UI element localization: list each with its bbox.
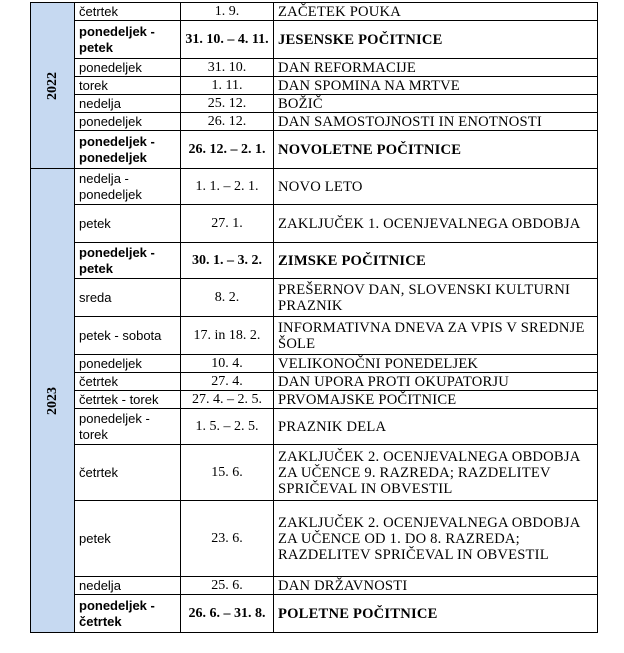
event-cell: PRAZNIK DELA: [274, 409, 598, 445]
school-calendar-table: [30, 2, 598, 633]
table-row: [31, 409, 598, 445]
table-row: [31, 577, 598, 595]
event-cell: INFORMATIVNA DNEVA ZA VPIS V SREDNJE ŠOLE: [274, 317, 598, 355]
date-cell: 1. 5. – 2. 5.: [181, 409, 274, 445]
event-cell: PREŠERNOV DAN, SLOVENSKI KULTURNI PRAZNIK: [274, 279, 598, 317]
date-cell: 31. 10. – 4. 11.: [181, 21, 274, 59]
day-cell: petek: [75, 205, 181, 243]
date-cell: 25. 12.: [181, 95, 274, 113]
event-cell: DAN SPOMINA NA MRTVE: [274, 77, 598, 95]
event-cell: DAN REFORMACIJE: [274, 59, 598, 77]
date-cell: 27. 1.: [181, 205, 274, 243]
table-row: [31, 169, 598, 205]
day-cell: nedelja - ponedeljek: [75, 169, 181, 205]
table-row: [31, 95, 598, 113]
date-cell: 27. 4.: [181, 373, 274, 391]
date-cell: 26. 12.: [181, 113, 274, 131]
table-row: [31, 205, 598, 243]
event-cell: BOŽIČ: [274, 95, 598, 113]
event-cell: VELIKONOČNI PONEDELJEK: [274, 355, 598, 373]
day-cell: ponedeljek - torek: [75, 409, 181, 445]
event-cell: DAN DRŽAVNOSTI: [274, 577, 598, 595]
date-cell: 10. 4.: [181, 355, 274, 373]
day-cell: petek: [75, 501, 181, 577]
day-cell: nedelja: [75, 577, 181, 595]
table-row: [31, 391, 598, 409]
date-cell: 30. 1. – 3. 2.: [181, 243, 274, 279]
table-row: [31, 595, 598, 633]
date-cell: 1. 9.: [181, 3, 274, 21]
event-cell: ZIMSKE POČITNICE: [274, 243, 598, 279]
table-row: [31, 131, 598, 169]
table-row: [31, 243, 598, 279]
date-cell: 26. 12. – 2. 1.: [181, 131, 274, 169]
day-cell: ponedeljek - ponedeljek: [75, 131, 181, 169]
event-cell: NOVOLETNE POČITNICE: [274, 131, 598, 169]
event-cell: ZAKLJUČEK 2. OCENJEVALNEGA OBDOBJA ZA UČENCE 9. RAZREDA; RAZDELITEV SPRIČEVAL IN OBVESTIL: [274, 445, 598, 501]
date-cell: 31. 10.: [181, 59, 274, 77]
table-row: [31, 59, 598, 77]
date-cell: 8. 2.: [181, 279, 274, 317]
table-row: [31, 317, 598, 355]
date-cell: 17. in 18. 2.: [181, 317, 274, 355]
day-cell: ponedeljek - petek: [75, 21, 181, 59]
day-cell: četrtek: [75, 445, 181, 501]
table-row: [31, 373, 598, 391]
day-cell: torek: [75, 77, 181, 95]
date-cell: 26. 6. – 31. 8.: [181, 595, 274, 633]
event-cell: JESENSKE POČITNICE: [274, 21, 598, 59]
day-cell: nedelja: [75, 95, 181, 113]
event-cell: POLETNE POČITNICE: [274, 595, 598, 633]
table-row: [31, 501, 598, 577]
date-cell: 27. 4. – 2. 5.: [181, 391, 274, 409]
day-cell: ponedeljek: [75, 113, 181, 131]
table-row: [31, 445, 598, 501]
year-label: 2022: [44, 72, 60, 100]
table-row: [31, 113, 598, 131]
event-cell: DAN SAMOSTOJNOSTI IN ENOTNOSTI: [274, 113, 598, 131]
date-cell: 23. 6.: [181, 501, 274, 577]
day-cell: četrtek: [75, 3, 181, 21]
day-cell: petek - sobota: [75, 317, 181, 355]
date-cell: 15. 6.: [181, 445, 274, 501]
event-cell: NOVO LETO: [274, 169, 598, 205]
table-row: [31, 3, 598, 21]
year-cell: [31, 169, 75, 633]
event-cell: ZAKLJUČEK 1. OCENJEVALNEGA OBDOBJA: [274, 205, 598, 243]
date-cell: 25. 6.: [181, 577, 274, 595]
day-cell: četrtek - torek: [75, 391, 181, 409]
table-row: [31, 21, 598, 59]
event-cell: PRVOMAJSKE POČITNICE: [274, 391, 598, 409]
year-cell: [31, 3, 75, 169]
event-cell: ZAČETEK POUKA: [274, 3, 598, 21]
day-cell: sreda: [75, 279, 181, 317]
table-row: [31, 77, 598, 95]
calendar-body: [31, 3, 598, 633]
year-label: 2023: [44, 387, 60, 415]
day-cell: četrtek: [75, 373, 181, 391]
day-cell: ponedeljek: [75, 355, 181, 373]
event-cell: ZAKLJUČEK 2. OCENJEVALNEGA OBDOBJA ZA UČENCE OD 1. DO 8. RAZREDA; RAZDELITEV SPRIČEVAL IN OBVESTIL: [274, 501, 598, 577]
day-cell: ponedeljek: [75, 59, 181, 77]
table-row: [31, 279, 598, 317]
table-row: [31, 355, 598, 373]
day-cell: ponedeljek - petek: [75, 243, 181, 279]
day-cell: ponedeljek - četrtek: [75, 595, 181, 633]
date-cell: 1. 11.: [181, 77, 274, 95]
date-cell: 1. 1. – 2. 1.: [181, 169, 274, 205]
event-cell: DAN UPORA PROTI OKUPATORJU: [274, 373, 598, 391]
